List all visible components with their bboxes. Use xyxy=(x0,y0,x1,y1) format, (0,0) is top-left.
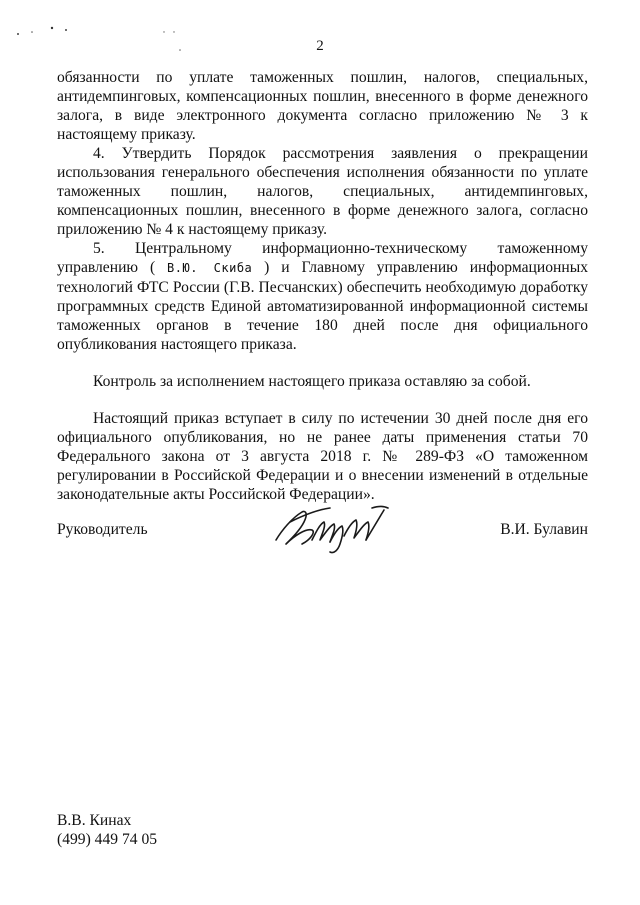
signatory-name: В.И. Булавин xyxy=(500,521,588,538)
paragraph-3 xyxy=(57,239,588,354)
paragraph-5: Настоящий приказ вступает в силу по истечении 30 дней после дня его официального опубликования, но не ранее даты применения статьи 70 Федерального закона от 3 августа 2018 г. № 289-ФЗ «О таможенном регулировании в Российской Федерации и о внесении изменений в отдельные законодательные акты Российской Федерации». xyxy=(57,410,588,503)
paragraph-3-end: ) и Главному управлению информационных технологий ФТС России (Г.В. Песчанских) обеспечить необходимую доработку программных средств Единой автоматизированной информационной системы таможенных органов в течение 180 дней после дня официального опубликования настоящего приказа. xyxy=(57,259,588,353)
executor-phone: (499) 449 74 05 xyxy=(57,831,158,848)
signatory-title: Руководитель xyxy=(57,521,148,538)
paragraph-4: Контроль за исполнением настоящего приказа оставляю за собой. xyxy=(93,373,531,390)
executor-info xyxy=(57,811,157,849)
document-body xyxy=(57,68,588,504)
stamped-name: В.Ю. Скиба xyxy=(167,261,253,275)
handwritten-signature xyxy=(272,500,392,556)
signature-block xyxy=(57,500,588,570)
page-number: 2 xyxy=(316,38,324,54)
executor-name: В.В. Кинах xyxy=(57,812,132,829)
paragraph-2: 4. Утвердить Порядок рассмотрения заявления о прекращении использования генерального обеспечения исполнения обязанности по уплате таможенных пошлин, налогов, специальных, антидемпинговых, компенсационных пошлин, внесенного в форме денежного залога, согласно приложению № 4 к настоящему приказу. xyxy=(57,145,588,238)
paragraph-3-start: 5. Центральному информационно-техническому таможенному управлению ( xyxy=(57,240,588,276)
paragraph-1: обязанности по уплате таможенных пошлин, налогов, специальных, антидемпинговых, компенсационных пошлин, внесенного в форме денежного залога, в виде электронного документа согласно приложению № 3 к настоящему приказу. xyxy=(57,69,588,143)
